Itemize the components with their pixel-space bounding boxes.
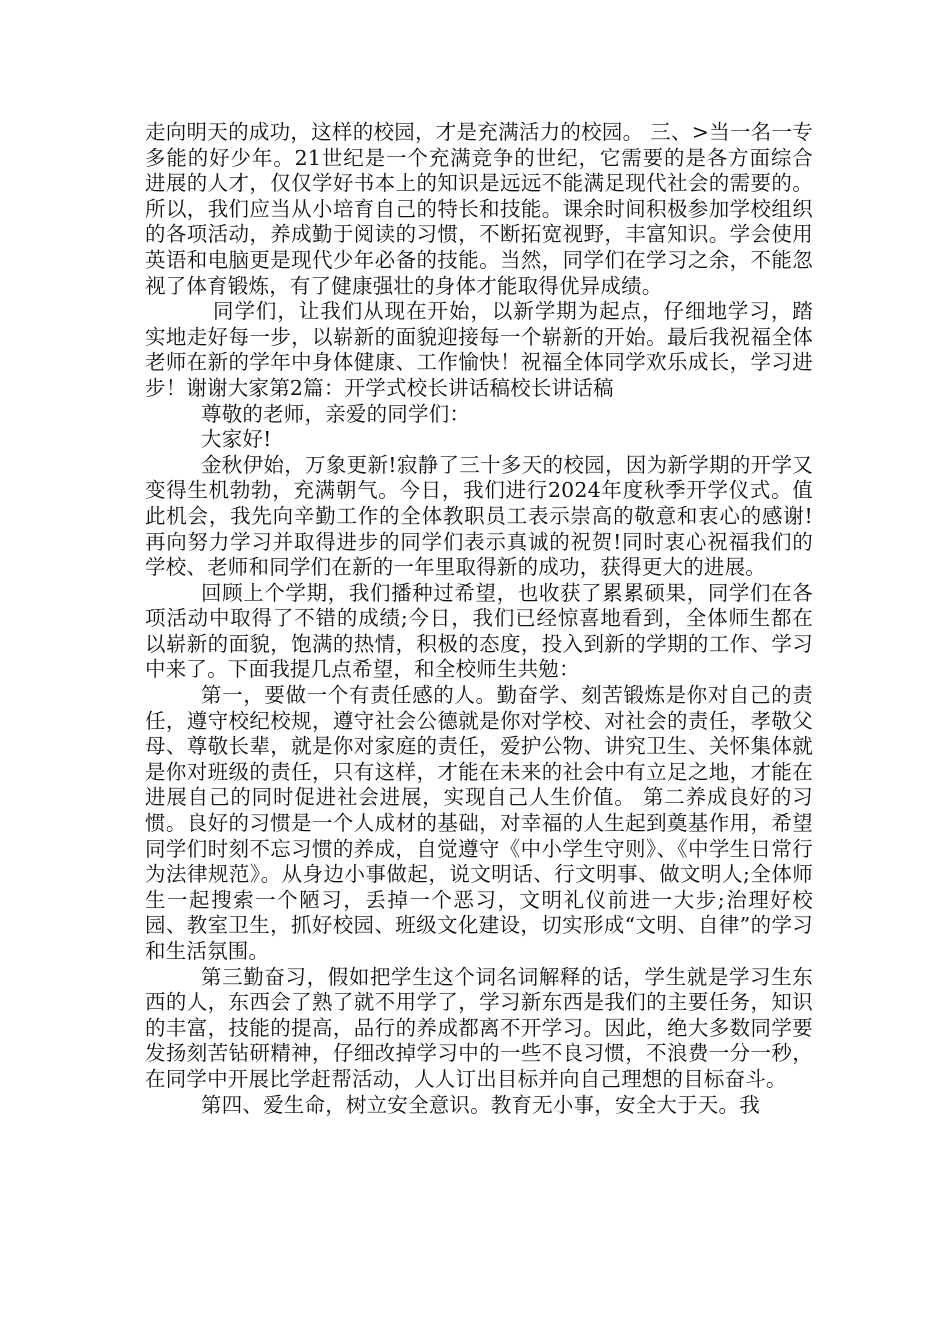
paragraph-1: 走向明天的成功，这样的校园，才是充满活力的校园。 三、>当一名一专多能的好少年。21世纪是一个充满竞争的世纪，它需要的是各方面综合进展的人才，仅仅学好书本上的知识是远远不能满足现代社会的需要的。所以，我们应当从小培育自己的特长和技能。课余时间积极参加学校组织的各项活动，养成勤于阅读的习惯，不断拓宽视野，丰富知识。学会使用英语和电脑更是现代少年必备的技能。当然，同学们在学习之余，不能忽视了体育锻炼，有了健康强壮的身体才能取得优异成绩。	[145, 120, 813, 298]
paragraph-review: 回顾上个学期，我们播种过希望，也收获了累累硕果，同学们在各项活动中取得了不错的成绩;今日，我们已经惊喜地看到，全体师生都在以崭新的面貌，饱满的热情，积极的态度，投入到新的学期的工作、学习中来了。下面我提几点希望，和全校师生共勉：	[145, 580, 813, 682]
paragraph-first-second: 第一，要做一个有责任感的人。勤奋学、刻苦锻炼是你对自己的责任，遵守校纪校规，遵守社会公德就是你对学校、对社会的责任，孝敬父母、尊敬长辈，就是你对家庭的责任，爱护公物、讲究卫生、关怀集体就是你对班级的责任，只有这样，才能在未来的社会中有立足之地，才能在进展自己的同时促进社会进展，实现自己人生价值。 第二养成良好的习惯。良好的习惯是一个人成材的基础，对幸福的人生起到奠基作用，希望同学们时刻不忘习惯的养成，自觉遵守《中小学生守则》、《中学生日常行为法律规范》。从身边小事做起，说文明话、行文明事、做文明人;全体师生一起搜索一个陋习，丢掉一个恶习，文明礼仪前进一大步;治理好校园、教室卫生，抓好校园、班级文化建设，切实形成“文明、自律”的学习和生活氛围。	[145, 683, 813, 963]
paragraph-opening: 金秋伊始，万象更新!寂静了三十多天的校园，因为新学期的开学又变得生机勃勃，充满朝气。今日，我们进行2024年度秋季开学仪式。值此机会，我先向辛勤工作的全体教职员工表示崇高的敬意和衷心的感谢!再向努力学习并取得进步的同学们表示真诚的祝贺!同时衷心祝福我们的学校、老师和同学们在新的一年里取得新的成功，获得更大的进展。	[145, 452, 813, 580]
paragraph-third: 第三勤奋习，假如把学生这个词名词解释的话，学生就是学习生东西的人，东西会了熟了就不用学了，学习新东西是我们的主要任务，知识的丰富，技能的提高，品行的养成都离不开学习。因此，绝大多数同学要发扬刻苦钻研精神，仔细改掉学习中的一些不良习惯，不浪费一分一秒，在同学中开展比学赶帮活动，人人订出目标并向自己理想的目标奋斗。	[145, 964, 813, 1091]
salutation: 尊敬的老师，亲爱的同学们：	[201, 401, 471, 426]
greeting: 大家好!	[201, 427, 272, 452]
document-body	[145, 120, 813, 1118]
paragraph-fourth: 第四、爱生命，树立安全意识。教育无小事，安全大于天。我	[201, 1092, 760, 1117]
paragraph-2: 同学们，让我们从现在开始，以新学期为起点，仔细地学习，踏实地走好每一步，以崭新的面貌迎接每一个崭新的开始。最后我祝福全体老师在新的学年中身体健康、工作愉快！祝福全体同学欢乐成长，学习进步！谢谢大家第2篇：开学式校长讲话稿校长讲话稿	[145, 299, 813, 400]
